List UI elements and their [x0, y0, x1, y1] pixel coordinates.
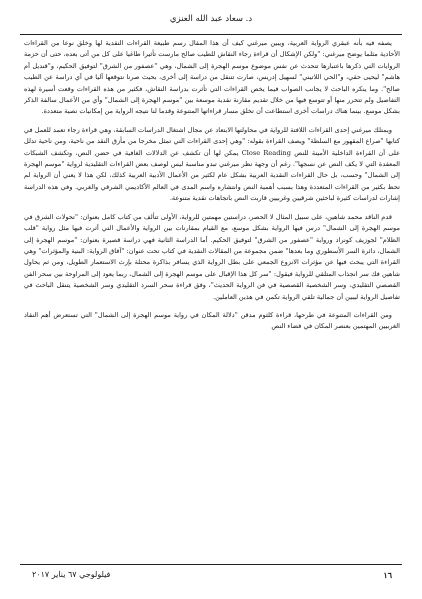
paragraph-1: يصفه فيه بأنه عبقري الرواية العربية، ويبين ميرغني كيف أن هذا المقال رسم طبيعة القراءات النقدية لها وخلق نوعا من القراءات الأحادية مثلما يوضح ميرغني: "ولكن الإشكال أن قراءة رجاء النقاش للطيب صالح مارست تأثيرا طاغيا على كل من أتى بعده، حتى أن حزمة الروايات التي ذكرها باعتبارها تتحدث عن نفس موضوع موسم الهجرة إلى الشمال، وهي "عصفور من الشرق" لتوفيق الحكيم، و"قنديل أم هاشم" ليحيى حقي، و"الحي اللاتيني" لسهيل إدريس، صارت تتنقل من دراسة إلى أخرى، بحيث صرنا نتوقعها آليا في أي دراسة عن الطيب صالح". وما ينكره الباحث لا يجانب الصواب فيما يخص القراءات التي تأثرت بدراسة النقاش، فكثير من هذه القراءات وقعت أسيرة لهذه التفاصيل ولم تتحرر منها أو تتوسع فيها من خلال تقديم مقارنة نقدية موسعة بين "موسم الهجرة إلى الشمال" وأي من الأعمال سالفة الذكر بشكل موسع. بينما هناك دراسات أخرى استطاعت أن تخلق مسار قراءاتها المتنوعة وقدما لنا نتيجه الرواية من إمكانيات نصية متعددة. — [24, 39, 400, 116]
footer-divider — [20, 564, 402, 565]
journal-issue: فيلولوجي ٦٧ يناير ٢٠١٧ — [32, 570, 111, 579]
paragraph-4: ومن القراءات المتنوعة في طرحها، قراءة كلثوم مدقن "دلالة المكان في رواية موسم الهجرة إلى الشمال" التي تستعرض أهم النقاد الغربيين المهتمين بعنصر المكان في فضاء النص — [24, 310, 400, 331]
header-divider — [20, 34, 402, 35]
article-body — [24, 38, 400, 562]
page-number: ١٦ — [383, 570, 392, 580]
page-footer — [22, 570, 400, 584]
running-header-author: د. سعاد عبد الله العنزي — [169, 14, 253, 24]
paragraph-2: ويمتلك ميرغني إحدى القراءات اللافتة للرواية في محاولتها الابتعاد عن مجال اشتغال الدراسات السابقة، وهي قراءة رجاء تعمد للعمل في كتابها "صراع المقهور مع السلطة" ويصف القراءة بقوله: "وهي إحدى القراءات التي تمثل مخرجا من مأزق النقد من ناحية، ومن ناحية تدلل على أن القراءة الداخلية الأمينة للنص Close Reading يمكن لها أن تكشف عن الدلالات الغافية في حضن النص، وتكشف الشبكات المعقدة التي لا يكف النص عن نسجها". رغم أن وجهة نظر ميرغني تبدو مناسبة ليس لوصف بعض القراءات التقليدية لرواية "موسم الهجرة إلى الشمال" وحسب، بل حال القراءات النقدية العربية بشكل عام لكثير من الأعمال الأدبية العربية كذلك، لكن هذا لا يعني أن الرواية لم تحظ بكثير من القراءات المتعددة وهذا بسبب أهمية النص وانتشاره واسم المدى في العالم الأكاديمي الشرقي والغربي. وفي هذه الدراسة إشارات لدراسات كثيرة لباحثين شرقيين وغربيين قاربت النص باتجاهات نقدية متنوعة. — [24, 125, 400, 203]
paragraph-3: قدم الناقد محمد شاهين، على سبيل المثال لا الحصر، دراستين مهمتين للرواية، الأولى تتألف من كتاب كامل بعنوان: "تحولات الشرق في موسم الهجرة إلى الشمال" درس فيها الرواية بشكل موسع، مع القيام بمقارنات بين الرواية والأعمال التي أثرت فيها مثل رواية "قلب الظلام" لجوزيف كونراد ورواية "عصفور من الشرق" لتوفيق الحكيم. أما الدراسة الثانية فهي دراسة قصيرة بعنوان: "موسم الهجرة إلى الشمال، دائرة السر الأسطوري وما بعدها" ضمن مجموعة من المقالات النقدية في كتاب تحت عنوان: "آفاق الرواية: البنية والمؤثرات" وهي القراءة التي يبحث فيها عن مؤثرات الانزوع الجمعي على بطل الرواية الذي يسافر بذاكرة محتلة بإرث الاستعمار الطويل، ومن ثم يحاول شاهين فك سر انجذاب المتلقي للرواية فيقول: "سر كل هذا الإقبال على موسم الهجرة إلى الشمال، ربما يعود إلى المراوحة بين سحر الفن القصصي التقليدي، وسر الشخصية القصصية في فن الرواية الحديث"، وفق قراءة سحر السرد التقليدي وسر الشخصية يتنقل الباحث في تفاصيل الرواية ليبين أن جمالية تلقي الرواية تكمن في هذين العاملين. — [24, 212, 400, 301]
